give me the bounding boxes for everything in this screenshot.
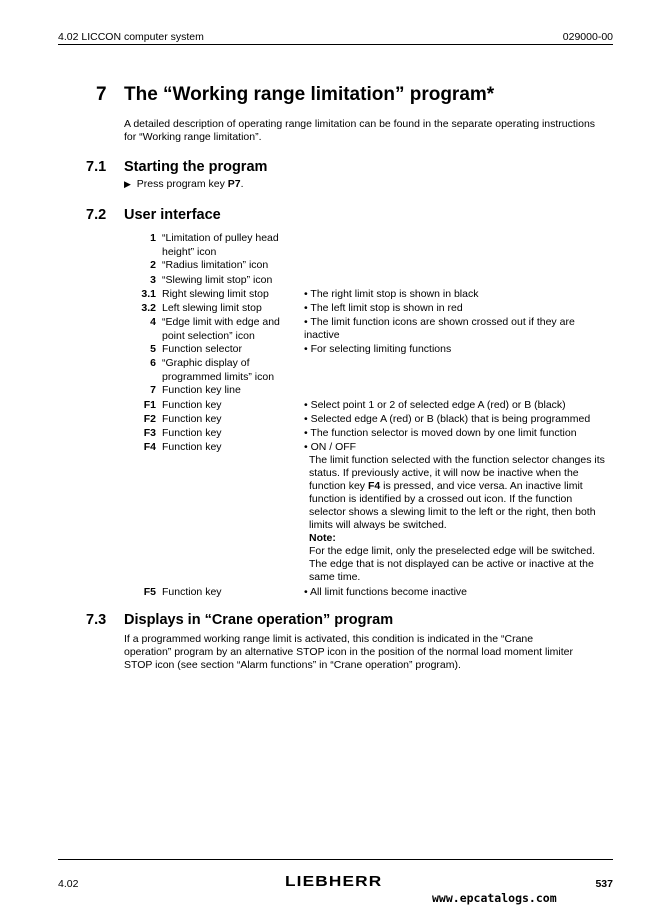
row-item: “Edge limit with edge and point selection” icon bbox=[162, 316, 280, 342]
row-desc: • Select point 1 or 2 of selected edge A (red) or B (black) bbox=[304, 399, 566, 411]
header-doc-number: 029000-00 bbox=[562, 31, 613, 43]
row-number: F3 bbox=[143, 427, 156, 439]
s71-step-text: Press program key bbox=[136, 178, 228, 190]
row-item: Function key line bbox=[162, 384, 241, 396]
row-item: Left slewing limit stop bbox=[162, 302, 262, 314]
row-number: 3 bbox=[150, 274, 156, 286]
s71-title: Starting the program bbox=[124, 159, 268, 175]
row-number: 3.1 bbox=[141, 288, 156, 300]
row-item: Function key bbox=[162, 586, 222, 598]
row-desc: • The function selector is moved down by one limit function bbox=[304, 427, 577, 439]
intro-line-1: A detailed description of operating range limitation can be found in the separate operating instructions bbox=[124, 118, 596, 130]
bullet-triangle-icon: ▶ bbox=[124, 179, 131, 189]
header-rule bbox=[58, 44, 613, 45]
row-number: F2 bbox=[143, 413, 156, 425]
row-item: Function key bbox=[162, 399, 222, 411]
watermark-url: www.epcatalogs.com bbox=[432, 891, 557, 905]
row-number: 1 bbox=[150, 232, 156, 244]
header-chapter: 4.02 LICCON computer system bbox=[58, 31, 204, 43]
row-item: Function key bbox=[162, 427, 222, 439]
row-desc: • For selecting limiting functions bbox=[304, 343, 452, 355]
row-desc: • The left limit stop is shown in red bbox=[304, 302, 463, 314]
s71-step bbox=[124, 178, 244, 191]
row-desc: • The right limit stop is shown in black bbox=[304, 288, 479, 300]
row-number: 4 bbox=[150, 316, 156, 328]
row-number: F5 bbox=[143, 586, 156, 598]
s73-line-2: operation” program by an alternative STOP icon in the position of the normal load moment limiter bbox=[124, 646, 574, 658]
footer-rule bbox=[58, 859, 613, 860]
row-item: “Radius limitation” icon bbox=[162, 259, 269, 271]
f4-note-label: Note: bbox=[309, 532, 336, 544]
s73-line-1: If a programmed working range limit is activated, this condition is indicated in the “Crane bbox=[124, 633, 534, 645]
f4-note-text: For the edge limit, only the preselected edge will be switched. The edge that is not displayed can be active or inactive at the same time. bbox=[309, 545, 595, 583]
f4-detail bbox=[309, 454, 607, 584]
s72-title: User interface bbox=[124, 207, 221, 223]
intro-line-2: for “Working range limitation”. bbox=[124, 131, 262, 143]
row-item: Function selector bbox=[162, 343, 242, 355]
f4-detail-para-b: is pressed, and vice versa. An inactive limit function is identified by a crossed out icon. If the function selector shows a slewing limit to the left or the right, then both limits will always be switched. bbox=[309, 480, 596, 531]
row-item: “Graphic display of programmed limits” icon bbox=[162, 357, 275, 383]
f4-detail-para-a: The limit function selected with the function selector changes its status. If previously active, it will now be inactive when the function key bbox=[309, 454, 605, 492]
row-item: Right slewing limit stop bbox=[162, 288, 269, 300]
row-item: Function key bbox=[162, 441, 222, 453]
row-item: Function key bbox=[162, 413, 222, 425]
row-number: 3.2 bbox=[141, 302, 156, 314]
row-number: 6 bbox=[150, 357, 156, 369]
row-desc: • Selected edge A (red) or B (black) that is being programmed bbox=[304, 413, 591, 425]
s71-step-end: . bbox=[240, 178, 244, 190]
f4-detail-key: F4 bbox=[367, 480, 381, 492]
s73-number: 7.3 bbox=[86, 612, 107, 628]
row-desc: • ON / OFF bbox=[304, 441, 357, 453]
s71-key: P7 bbox=[227, 178, 241, 190]
row-number: 7 bbox=[150, 384, 156, 396]
row-number: F1 bbox=[143, 399, 156, 411]
row-desc: • All limit functions become inactive bbox=[304, 586, 467, 598]
page-number: 537 bbox=[595, 878, 613, 890]
row-item: “Limitation of pulley head height” icon bbox=[162, 232, 279, 258]
s71-number: 7.1 bbox=[86, 159, 107, 175]
section-number: 7 bbox=[96, 84, 107, 105]
section-title: The “Working range limitation” program* bbox=[124, 84, 495, 105]
s72-number: 7.2 bbox=[86, 207, 107, 223]
row-number: 5 bbox=[150, 343, 156, 355]
row-desc: • The limit function icons are shown crossed out if they are inactive bbox=[304, 316, 575, 341]
row-number: F4 bbox=[143, 441, 156, 453]
liebherr-logo: LIEBHERR bbox=[285, 873, 383, 890]
row-item: “Slewing limit stop” icon bbox=[162, 274, 273, 286]
footer-chapter: 4.02 bbox=[58, 878, 79, 890]
s73-line-3: STOP icon (see section “Alarm functions” in “Crane operation” program). bbox=[124, 659, 461, 671]
s73-title: Displays in “Crane operation” program bbox=[124, 612, 394, 628]
row-number: 2 bbox=[150, 259, 156, 271]
